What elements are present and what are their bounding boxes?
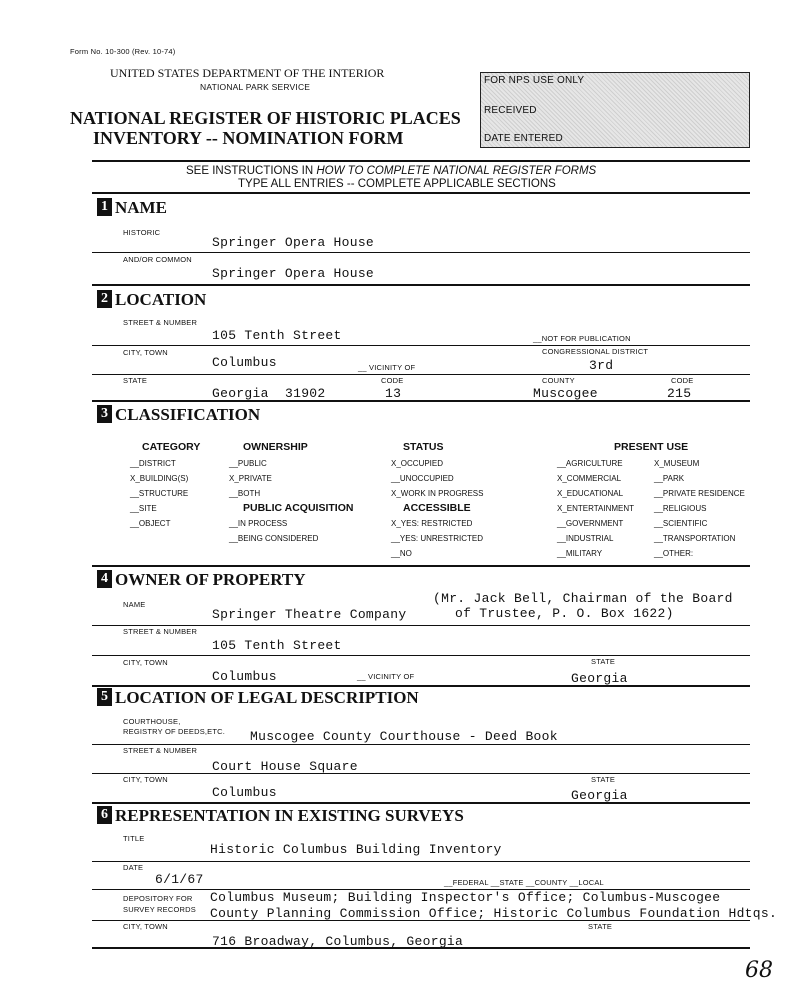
form-number: Form No. 10-300 (Rev. 10-74) (70, 47, 176, 56)
service-name: NATIONAL PARK SERVICE (200, 82, 311, 92)
depository-label-1: DEPOSITORY FOR (123, 894, 193, 903)
county-code-value: 215 (667, 386, 692, 401)
depository-city-label: CITY, TOWN (123, 922, 168, 931)
legal-city-label: CITY, TOWN (123, 775, 168, 784)
nps-received: RECEIVED (484, 105, 537, 116)
divider (92, 802, 750, 804)
use-museum: X_MUSEUM (654, 459, 700, 468)
divider (92, 744, 750, 745)
depository-state-label: STATE (588, 922, 613, 931)
category-district: __DISTRICT (130, 459, 176, 468)
acquisition-being-considered: __BEING CONSIDERED (229, 534, 319, 543)
use-industrial: __INDUSTRIAL (557, 534, 614, 543)
use-commercial: X_COMMERCIAL (557, 474, 622, 483)
category-site: __SITE (130, 504, 157, 513)
divider (92, 920, 750, 921)
accessible-heading: ACCESSIBLE (403, 502, 471, 514)
divider (92, 655, 750, 656)
common-label: AND/OR COMMON (123, 255, 192, 264)
public-acquisition-heading: PUBLIC ACQUISITION (243, 502, 354, 514)
status-work-in-progress: X_WORK IN PROGRESS (391, 489, 484, 498)
use-religious: __RELIGIOUS (654, 504, 707, 513)
divider (92, 773, 750, 774)
owner-note-line2: of Trustee, P. O. Box 1622) (455, 606, 674, 621)
nps-use-only: FOR NPS USE ONLY (484, 75, 585, 86)
divider (92, 374, 750, 375)
historic-label: HISTORIC (123, 228, 161, 237)
owner-city: Columbus (212, 669, 277, 684)
divider (92, 947, 750, 949)
status-heading: STATUS (403, 441, 444, 453)
county-label: COUNTY (542, 376, 575, 385)
category-structure: __STRUCTURE (130, 489, 189, 498)
registry-label: REGISTRY OF DEEDS,ETC. (123, 727, 226, 736)
instructions-line2: TYPE ALL ENTRIES -- COMPLETE APPLICABLE SECTIONS (238, 178, 556, 190)
state-value: Georgia (212, 386, 269, 401)
divider (92, 160, 750, 162)
section-1-header: 1 NAME (97, 198, 167, 218)
legal-state: Georgia (571, 788, 628, 803)
use-government: __GOVERNMENT (557, 519, 624, 528)
page-number-handwritten: 68 (745, 958, 773, 983)
present-use-heading: PRESENT USE (614, 441, 689, 453)
instructions-line1: SEE INSTRUCTIONS IN HOW TO COMPLETE NATIONAL REGISTER FORMS (186, 165, 597, 177)
survey-title: Historic Columbus Building Inventory (210, 842, 502, 857)
legal-city: Columbus (212, 785, 277, 800)
nps-use-box (480, 72, 750, 148)
use-other: __OTHER: (654, 549, 694, 558)
depository-line1: Columbus Museum; Building Inspector's Office; Columbus-Muscogee (210, 890, 721, 905)
city-value: Columbus (212, 355, 277, 370)
state-code-value: 13 (385, 386, 402, 401)
owner-note-line1: (Mr. Jack Bell, Chairman of the Board (433, 591, 733, 606)
ownership-private: X_PRIVATE (229, 474, 272, 483)
section-5-header: 5 LOCATION OF LEGAL DESCRIPTION (97, 688, 419, 708)
form-title-line2: INVENTORY -- NOMINATION FORM (93, 128, 404, 148)
ownership-both: __BOTH (229, 489, 261, 498)
department-name: UNITED STATES DEPARTMENT OF THE INTERIOR (110, 66, 385, 80)
congressional-label: CONGRESSIONAL DISTRICT (542, 347, 649, 356)
code-label: CODE (381, 376, 404, 385)
use-transportation: __TRANSPORTATION (654, 534, 736, 543)
use-agriculture: __AGRICULTURE (557, 459, 623, 468)
ownership-heading: OWNERSHIP (243, 441, 308, 453)
category-building: X_BUILDING(S) (130, 474, 189, 483)
acquisition-in-process: __IN PROCESS (229, 519, 288, 528)
not-for-publication: __NOT FOR PUBLICATION (533, 334, 631, 343)
use-park: __PARK (654, 474, 685, 483)
owner-vicinity: __ VICINITY OF (357, 672, 415, 681)
common-name: Springer Opera House (212, 266, 375, 281)
status-occupied: X_OCCUPIED (391, 459, 444, 468)
nps-date-entered: DATE ENTERED (484, 133, 563, 144)
access-yes-restricted: X_YES: RESTRICTED (391, 519, 473, 528)
form-title-line1: NATIONAL REGISTER OF HISTORIC PLACES (70, 108, 461, 128)
survey-date: 6/1/67 (155, 872, 204, 887)
street-label: STREET & NUMBER (123, 318, 198, 327)
divider (92, 400, 750, 402)
survey-date-label: DATE (123, 863, 144, 872)
county-code-label: CODE (671, 376, 694, 385)
section-2-header: 2 LOCATION (97, 290, 206, 310)
access-no: __NO (391, 549, 412, 558)
depository-line2: County Planning Commission Office; Historic Columbus Foundation Hdtqs. (210, 906, 778, 921)
owner-name-label: NAME (123, 600, 146, 609)
courthouse-label: COURTHOUSE, (123, 717, 181, 726)
divider (92, 861, 750, 862)
use-educational: X_EDUCATIONAL (557, 489, 624, 498)
divider (92, 345, 750, 346)
use-scientific: __SCIENTIFIC (654, 519, 708, 528)
divider (92, 192, 750, 194)
owner-street-label: STREET & NUMBER (123, 627, 198, 636)
county-value: Muscogee (533, 386, 598, 401)
survey-levels: __FEDERAL __STATE __COUNTY __LOCAL (444, 878, 604, 887)
category-object: __OBJECT (130, 519, 171, 528)
divider (92, 284, 750, 286)
owner-city-label: CITY, TOWN (123, 658, 168, 667)
owner-street: 105 Tenth Street (212, 638, 342, 653)
access-yes-unrestricted: __YES: UNRESTRICTED (391, 534, 484, 543)
city-label: CITY, TOWN (123, 348, 168, 357)
congressional-value: 3rd (589, 358, 614, 373)
depository-city: 716 Broadway, Columbus, Georgia (212, 934, 464, 949)
section-3-header: 3 CLASSIFICATION (97, 405, 260, 425)
legal-state-label: STATE (591, 775, 616, 784)
use-private-residence: __PRIVATE RESIDENCE (654, 489, 745, 498)
state-label: STATE (123, 376, 148, 385)
owner-name: Springer Theatre Company (212, 607, 407, 622)
ownership-public: __PUBLIC (229, 459, 267, 468)
legal-street: Court House Square (212, 759, 358, 774)
owner-state: Georgia (571, 671, 628, 686)
zip-value: 31902 (285, 386, 326, 401)
category-heading: CATEGORY (142, 441, 201, 453)
section-4-header: 4 OWNER OF PROPERTY (97, 570, 306, 590)
owner-state-label: STATE (591, 657, 616, 666)
status-unoccupied: __UNOCCUPIED (391, 474, 454, 483)
use-entertainment: X_ENTERTAINMENT (557, 504, 635, 513)
vicinity-label: __ VICINITY OF (358, 363, 416, 372)
section-6-header: 6 REPRESENTATION IN EXISTING SURVEYS (97, 806, 464, 826)
divider (92, 565, 750, 567)
legal-street-label: STREET & NUMBER (123, 746, 198, 755)
street-value: 105 Tenth Street (212, 328, 342, 343)
divider (92, 685, 750, 687)
survey-title-label: TITLE (123, 834, 145, 843)
divider (92, 252, 750, 253)
divider (92, 625, 750, 626)
use-military: __MILITARY (557, 549, 603, 558)
depository-label-2: SURVEY RECORDS (123, 905, 196, 914)
registry-value: Muscogee County Courthouse - Deed Book (250, 729, 558, 744)
historic-name: Springer Opera House (212, 235, 375, 250)
